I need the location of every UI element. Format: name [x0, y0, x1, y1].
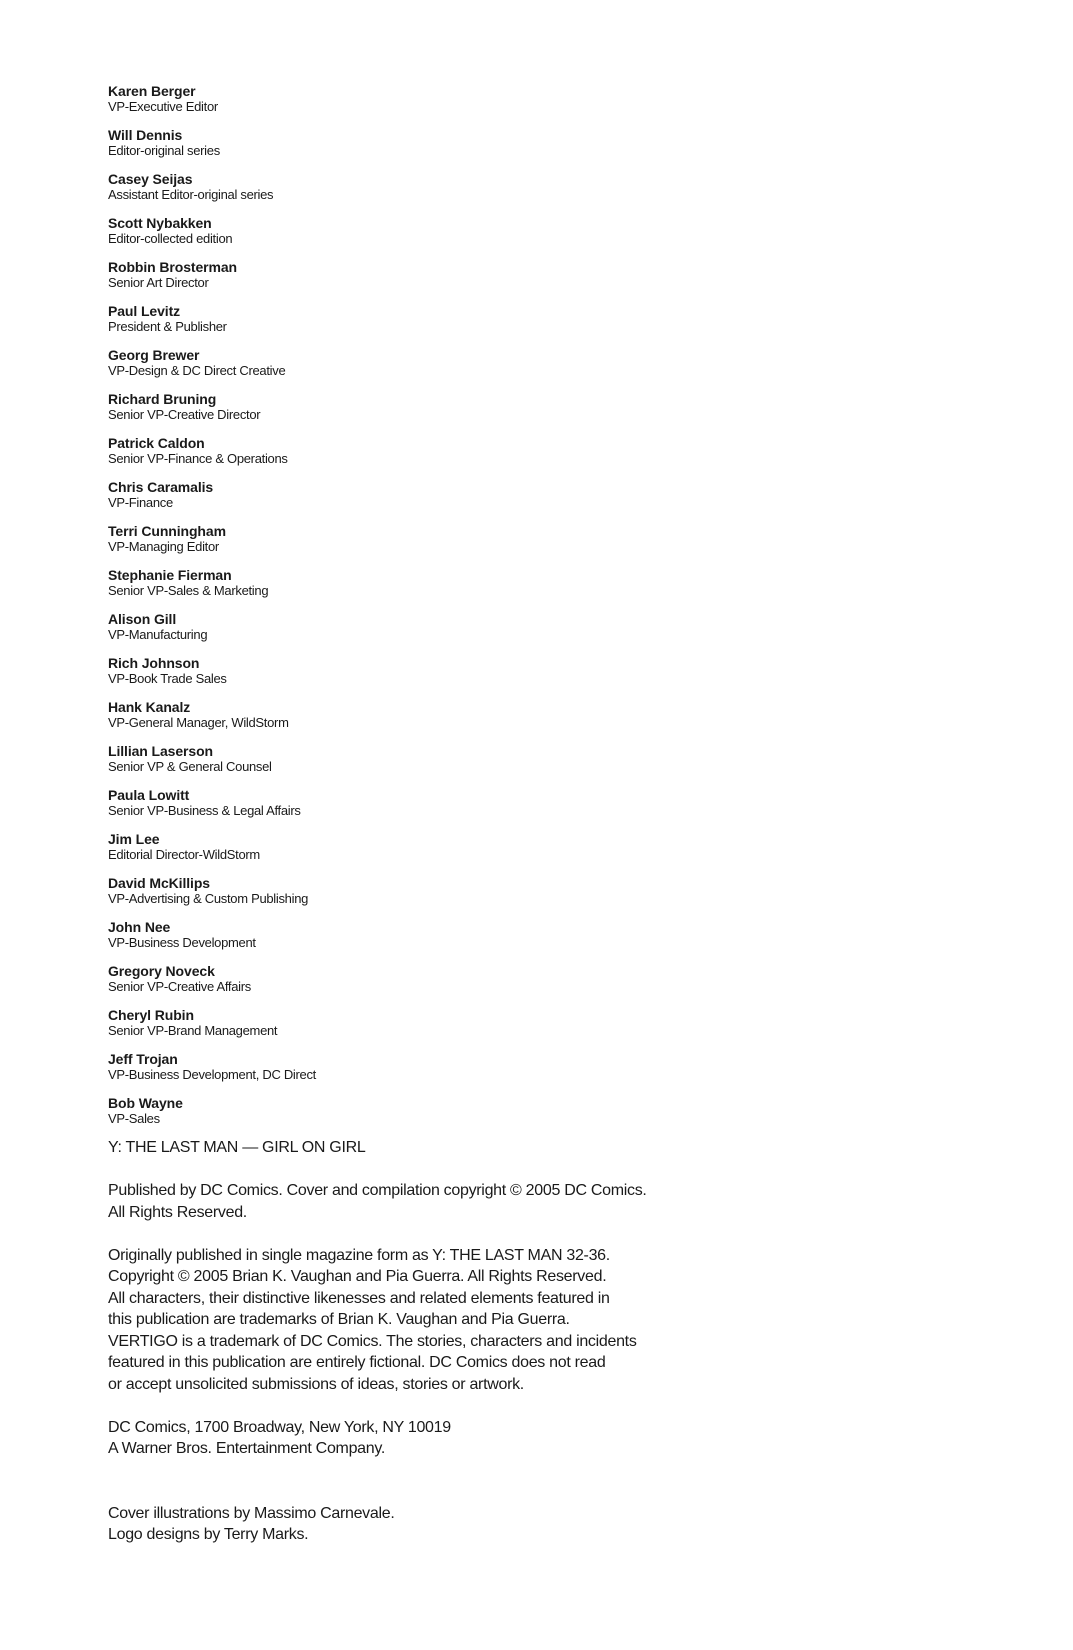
staff-entry [108, 1052, 808, 1096]
staff-title: VP-General Manager, WildStorm [108, 715, 289, 730]
staff-entry [108, 788, 808, 832]
credit-line: Cover illustrations by Massimo Carnevale. [108, 1504, 395, 1522]
staff-name: Paul Levitz [108, 303, 181, 319]
staff-entry [108, 568, 808, 612]
staff-title: VP-Design & DC Direct Creative [108, 363, 286, 378]
staff-title: Senior VP & General Counsel [108, 759, 272, 774]
staff-entry [108, 436, 808, 480]
staff-title: VP-Business Development [108, 935, 256, 950]
staff-credits [108, 84, 808, 1140]
staff-title: Editor-original series [108, 143, 220, 158]
staff-entry [108, 1008, 808, 1052]
staff-name: John Nee [108, 919, 171, 935]
staff-name: Hank Kanalz [108, 699, 191, 715]
staff-name: Karen Berger [108, 83, 196, 99]
staff-name: Chris Caramalis [108, 479, 214, 495]
staff-title: Editor-collected edition [108, 231, 233, 246]
staff-entry [108, 1096, 808, 1140]
staff-title: Senior VP-Creative Affairs [108, 979, 251, 994]
staff-title: President & Publisher [108, 319, 227, 334]
staff-entry [108, 656, 808, 700]
staff-entry [108, 260, 808, 304]
staff-name: Scott Nybakken [108, 215, 212, 231]
copyright-line: Copyright © 2005 Brian K. Vaughan and Pia Guerra. All Rights Reserved. [108, 1268, 607, 1285]
staff-title: VP-Advertising & Custom Publishing [108, 891, 309, 906]
staff-name: Patrick Caldon [108, 435, 205, 451]
staff-entry [108, 392, 808, 436]
staff-title: VP-Sales [108, 1111, 160, 1126]
published-line: All Rights Reserved. [108, 1203, 247, 1221]
staff-list [108, 84, 808, 1140]
staff-name: Richard Bruning [108, 391, 217, 407]
staff-title: Senior VP-Finance & Operations [108, 451, 288, 466]
staff-entry [108, 216, 808, 260]
staff-title: VP-Managing Editor [108, 539, 219, 554]
staff-name: Casey Seijas [108, 171, 193, 187]
staff-title: VP-Business Development, DC Direct [108, 1067, 316, 1082]
staff-title: Senior VP-Business & Legal Affairs [108, 803, 301, 818]
staff-title: Editorial Director-WildStorm [108, 847, 260, 862]
staff-name: David McKillips [108, 875, 210, 891]
staff-title: Senior VP-Brand Management [108, 1023, 278, 1038]
copyright-line: All characters, their distinctive likenesses and related elements featured in [108, 1289, 610, 1307]
staff-entry [108, 304, 808, 348]
staff-name: Jim Lee [108, 831, 160, 847]
staff-title: Senior VP-Creative Director [108, 407, 261, 422]
copyright-line: Originally published in single magazine form as Y: THE LAST MAN 32-36. [108, 1246, 610, 1264]
staff-entry [108, 128, 808, 172]
staff-name: Terri Cunningham [108, 523, 226, 539]
staff-entry [108, 84, 808, 128]
staff-entry [108, 524, 808, 568]
copyright-line: featured in this publication are entirely fictional. DC Comics does not read [108, 1354, 606, 1371]
staff-entry [108, 480, 808, 524]
staff-entry [108, 172, 808, 216]
staff-name: Rich Johnson [108, 655, 200, 671]
staff-entry [108, 700, 808, 744]
credit-line: Logo designs by Terry Marks. [108, 1526, 309, 1543]
staff-title: VP-Finance [108, 495, 173, 510]
copyright-line: VERTIGO is a trademark of DC Comics. The stories, characters and incidents [108, 1332, 637, 1350]
staff-entry [108, 744, 808, 788]
legal-notice [108, 1137, 808, 1546]
staff-entry [108, 964, 808, 1008]
copyright-line: or accept unsolicited submissions of ideas, stories or artwork. [108, 1375, 524, 1393]
staff-entry [108, 348, 808, 392]
copyright-line: this publication are trademarks of Brian K. Vaughan and Pia Guerra. [108, 1311, 570, 1328]
address-line: DC Comics, 1700 Broadway, New York, NY 10019 [108, 1418, 451, 1436]
staff-name: Bob Wayne [108, 1095, 183, 1111]
staff-name: Cheryl Rubin [108, 1007, 194, 1023]
staff-name: Stephanie Fierman [108, 567, 232, 583]
staff-entry [108, 612, 808, 656]
published-line: Published by DC Comics. Cover and compilation copyright © 2005 DC Comics. [108, 1182, 647, 1199]
staff-name: Robbin Brosterman [108, 259, 237, 275]
staff-name: Gregory Noveck [108, 963, 215, 979]
staff-entry [108, 920, 808, 964]
staff-entry [108, 832, 808, 876]
staff-name: Lillian Laserson [108, 743, 213, 759]
staff-title: Senior VP-Sales & Marketing [108, 583, 269, 598]
staff-title: Senior Art Director [108, 275, 209, 290]
book-title: Y: THE LAST MAN — GIRL ON GIRL [108, 1139, 366, 1156]
staff-entry [108, 876, 808, 920]
staff-title: VP-Executive Editor [108, 99, 218, 114]
staff-name: Will Dennis [108, 127, 183, 143]
staff-title: VP-Manufacturing [108, 627, 208, 642]
staff-name: Georg Brewer [108, 347, 200, 363]
staff-name: Paula Lowitt [108, 787, 190, 803]
staff-name: Alison Gill [108, 611, 177, 627]
address-line: A Warner Bros. Entertainment Company. [108, 1440, 386, 1457]
staff-title: Assistant Editor-original series [108, 187, 274, 202]
staff-name: Jeff Trojan [108, 1051, 178, 1067]
staff-title: VP-Book Trade Sales [108, 671, 227, 686]
